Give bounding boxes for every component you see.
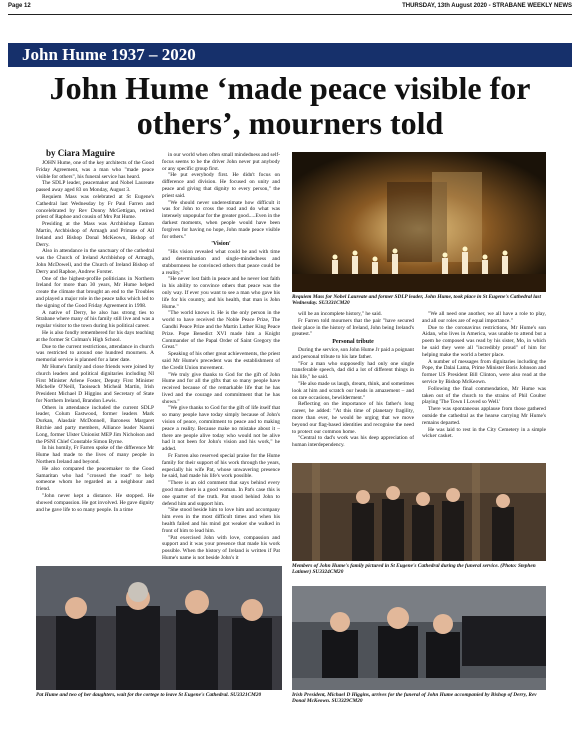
article-paragraph: "We truly give thanks to God for the gift of John Hume and for all the gifts that so many people have received because of the remarkable life that he has lived and the courage and commitment that he has shown."	[162, 371, 280, 405]
date-paper: THURSDAY, 13th August 2020 - STRABANE WEEKLY NEWS	[402, 3, 572, 9]
page-number: Page 12	[8, 3, 31, 9]
article-paragraph: "For a man who supposedly had only one single transferable speech, dad did a lot of different things in his life," he said.	[292, 360, 414, 381]
article-paragraph: "There is an old comment that says behind every good man there is a good woman. In Pat's case this is one quarter of the truth. Pat stood behind John to defend him and support him.	[162, 480, 280, 507]
article-paragraph: Others in attendance included the current SDLP leader, Colum Eastwood, former leaders Mark Durkan, Alasdair McDonnell, Baroness Margaret Ritchie and party members, Alliance leader Naomi Long, former Ulster Unionist MEP Jim Nicholson and the PSNI Chief Constable Simon Byrne.	[36, 404, 154, 445]
article-paragraph: He also compared the peacemaker to the Good Samaritan who had "crossed the road" to help someone whom he regarded as a neighbour and friend.	[36, 465, 154, 493]
article-paragraph: JOHN Hume, one of the key architects of the Good Friday Agreement, was a man who "made peace visible for others", his funeral service has heard.	[36, 160, 154, 180]
article-column-2	[162, 152, 280, 564]
article-paragraph: One of the highest-profile politicians in Northern Ireland for more than 30 years, Mr Hume helped create the climate that brought an end to the Troubles and played a major role in the peace talks which led to the signing of the Good Friday Agreement in 1998.	[36, 275, 154, 309]
article-paragraph: Fr Farren told mourners that the pair "have secured their place in the history of Ireland, John being Ireland's greatest."	[292, 317, 414, 338]
article-paragraph: He was laid to rest in the City Cemetery in a simple wicker casket.	[422, 426, 546, 440]
article-paragraph: In his homily, Fr Farren spoke of the difference Mr Hume had made to the lives of many people in Northern Ireland and beyond.	[36, 445, 154, 466]
family-photo	[292, 463, 546, 561]
byline: by Ciara Maguire	[46, 148, 115, 158]
article-paragraph: in our world when often small mindedness and self-focus seems to be the driver John never put anybody or any specific group first.	[162, 152, 280, 172]
header-rule	[8, 14, 572, 15]
article-paragraph: "She stood beside him to love him and accompany him even in the most difficult times and when his health failed and his mind got weaker she walked in front of him to lead him.	[162, 507, 280, 534]
article-paragraph: "The world knows it. He is the only person in the world to have received the Noble Peace Prize, The Gandhi Peace Prize and the Martin Luther King Peace Prize. Pope Benedict XVI made him a Knight Commander of the Papal Order of Saint Gregory the Great."	[162, 310, 280, 351]
article-paragraph: The SDLP leader, peacemaker and Nobel Laureate passed away aged 83 on Monday, August 3.	[36, 180, 154, 194]
article-paragraph: "We give thanks to God for the gift of life itself that so many people have today simply because of John's vision of peace, commitment to peace and to making peace a reality. Because make no mistake about it – there are people alive today who would not be alive had it not been for John's vision and his work," he added.	[162, 405, 280, 453]
article-paragraph: Also in attendance in the sanctuary of the cathedral was the Church of Ireland Archbishop of Armagh, John McDowell, and the Church of Ireland Bishop of Derry and Raphoe, Andrew Forster.	[36, 248, 154, 275]
article-paragraph: Speaking of his other great achievements, the priest said Mr Hume's precedent was the establishment of the Credit Union movement.	[162, 351, 280, 371]
subheading: Personal tribute	[332, 339, 374, 346]
subheading: 'Vision'	[211, 241, 231, 248]
caption-president: Irish President, Michael D Higgins, arrives for the funeral of John Hume accompanied by Bishop of Derry, Rev Donal McKeown. SU3329CM20	[292, 692, 537, 705]
article-column-3	[292, 311, 414, 459]
article-paragraph: "He put everybody first. He didn't focus on difference and division. He focused on unity and peace and giving that dignity to every person," the priest said.	[162, 172, 280, 199]
article-paragraph: Reflecting on the importance of his father's long career, he added: "At this time of planetary fragility, more than ever, he would be urging that we move beyond our flag-based identities and recognise the need to protect our common home.	[292, 401, 414, 435]
article-paragraph: A native of Derry, he also has strong ties to Strabane where many of his family still live and was a regular visitor to the town during his political career.	[36, 309, 154, 330]
article-paragraph: "We should never underestimate how difficult it was for John to cross the road and do what was intensely unpopular for the greater good.....Even in the darkest moments, when people would have been forgiven for having no hope, John made peace visible for others."	[162, 199, 280, 240]
article-paragraph: He is also fondly remembered for his days teaching at the former St Colman's High School.	[36, 329, 154, 343]
pat-hume-photo	[36, 566, 282, 690]
president-photo	[292, 586, 546, 690]
article-paragraph: Due to the current restrictions, attendance in church was restricted to around one hundred mourners. A memorial service is planned for a later date.	[36, 343, 154, 364]
article-column-4	[422, 311, 546, 459]
caption-candles: Requiem Mass for Nobel Laureate and former SDLP leader, John Hume, took place in St Eugene's Cathedral last Wednesday. SU3331CM20	[292, 294, 541, 307]
article-paragraph: A number of messages from dignitaries including the Pope, the Dalai Lama, Prime Minister Boris Johnson and former US President Bill Clinton, were also read at the service by Bishop McKeown.	[422, 358, 546, 385]
headline: John Hume ‘made peace visible for others’, mourners told	[49, 70, 531, 141]
candles-image	[292, 152, 546, 292]
article-paragraph: Due to the coronavirus restrictions, Mr Hume's son Aidan, who lives in America, was unable to attend but a poem he composed was read by his sister, Mo, in which he said they were all "incredibly proud" of him for helping make the world a better place.	[422, 324, 546, 358]
article-paragraph: Requiem Mass was celebrated at St Eugene's Cathedral last Wednesday by Fr Paul Farren and concelebrated by Rev Donny McGettigan, retired priest of Raphoe and cousin of Mrs Pat Hume.	[36, 193, 154, 221]
article-paragraph: "His vision revealed what could be and with time and determination and single-mindedness and stubbornness he convinced others that peace could be a reality."	[162, 249, 280, 276]
article-paragraph: "He also made us laugh, dream, think, and sometimes look at him and scratch our heads in amazement – and on rare occasions, bewilderment."	[292, 380, 414, 401]
article-paragraph: During the service, son John Hume Jr paid a poignant and personal tribute to his late father.	[292, 346, 414, 360]
article-paragraph: "Pat exercised John with love, compassion and support and it was your presence that made his work possible. When the history of Ireland is written if Pat Hume's name is not beside John's it	[162, 534, 280, 562]
caption-family: Members of John Hume's family pictured in St Eugene's Cathedral during the funeral service. (Photo: Stephen Latimer) SU3324CM20	[292, 563, 536, 576]
president-image	[292, 586, 546, 690]
page-header	[8, 3, 572, 13]
article-paragraph: Fr Farren also reserved special praise for the Hume family for their support of his work through the years, especially his wife Pat, whose unwavering presence he said, had made his life's work possible.	[162, 453, 280, 480]
section-banner	[8, 43, 572, 67]
article-paragraph: "We all need one another, we all have a role to play, and all our roles are of equal importance."	[422, 311, 546, 324]
article-paragraph: "He never lost faith in peace and he never lost faith in his ability to convince others that peace was the only way. If ever you want to see a man who gave his life for his country, and his health, that man is John Hume."	[162, 276, 280, 310]
article-paragraph: will be an incomplete history," he said.	[298, 311, 382, 317]
family-image	[292, 463, 546, 561]
caption-pat: Pat Hume and two of her daughters, wait for the cortege to leave St Eugene's Cathedral. SU3321CM20	[36, 692, 262, 698]
article-paragraph: "John never kept a distance. He stopped. He showed compassion. He got involved. He gave dignity and he gave life to so many people. In a time	[36, 493, 154, 513]
article-paragraph: "Central to dad's work was his deep appreciation of human interdependency.	[292, 435, 414, 449]
article-paragraph: Presiding at the Mass was Archbishop Eamon Martin, Archbishop of Armagh and Primate of All Ireland and Bishop Donal McKeown, Bishop of Derry.	[36, 221, 154, 248]
article-paragraph: There was spontaneous applause from those gathered outside the cathedral as the hearse carrying Mr Hume's remains departed.	[422, 406, 546, 426]
candles-photo	[292, 152, 546, 292]
article-paragraph: Following the final commendation, Mr Hume was taken out of the church to the strains of Phil Coulter playing 'The Town I Loved so Well.'	[422, 385, 546, 406]
banner-title: John Hume 1937 – 2020	[22, 45, 196, 64]
pat-hume-image	[36, 566, 282, 690]
article-paragraph: Mr Hume's family and close friends were joined by church leaders and political dignitaries including NI First Minister Arlene Foster, Deputy First Minister Michelle O'Neill, Taoiseach Micheál Martin, Irish President Michael D Higgins and Secretary of State for Northern Ireland, Brandon Lewis.	[36, 363, 154, 404]
article-column-1	[36, 160, 154, 562]
